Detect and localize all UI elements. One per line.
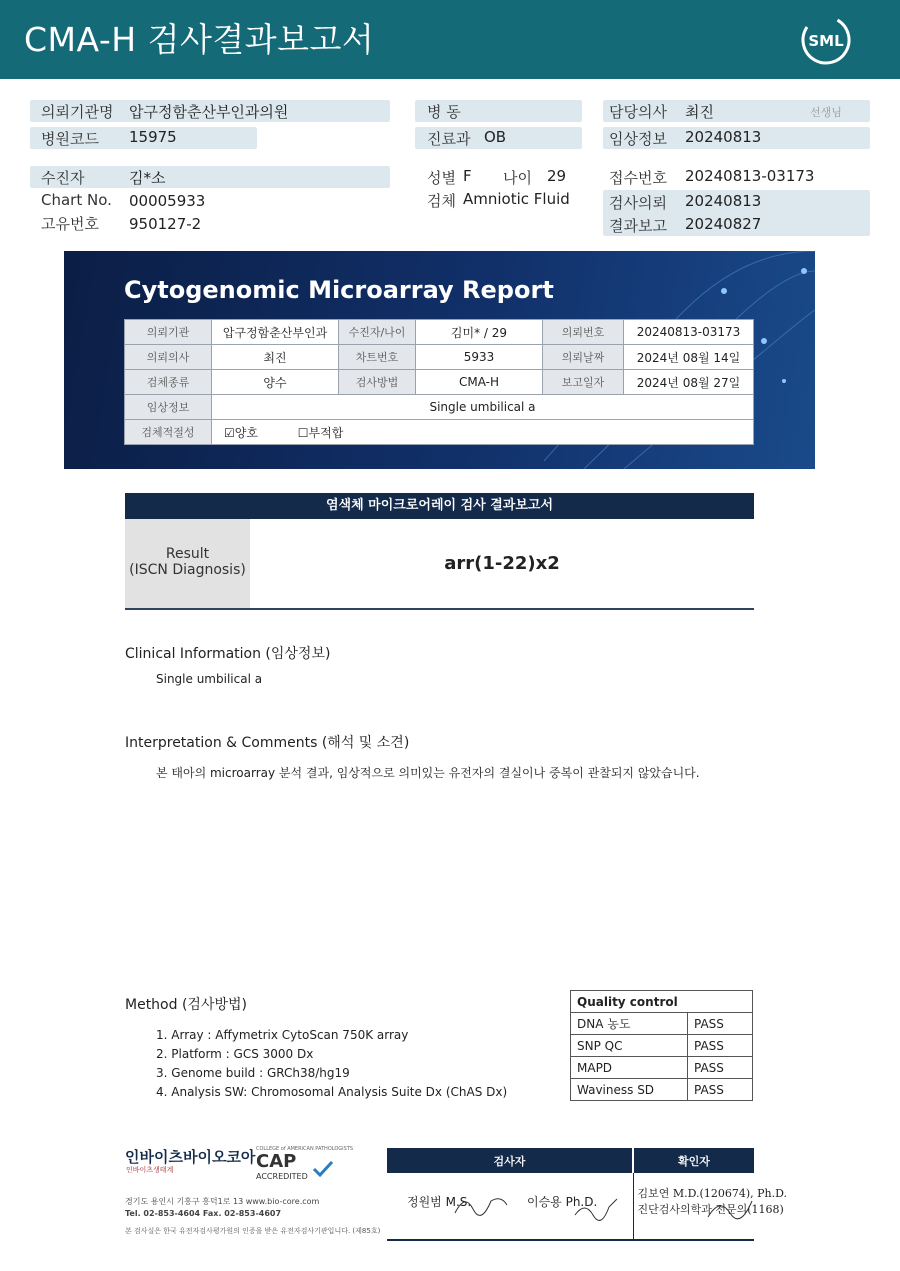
table-cell: SNP QC (571, 1035, 688, 1057)
confirmer-line2: 진단검사의학과 전문의(1168) (637, 1203, 784, 1216)
table-cell: 김미* / 29 (416, 320, 543, 345)
table-cell: 최진 (212, 345, 339, 370)
result-header: 염색체 마이크로어레이 검사 결과보고서 (125, 493, 754, 519)
banner-title: Cytogenomic Microarray Report (124, 276, 554, 304)
ward-label: 병 동 (427, 103, 461, 121)
examiner-cell (387, 1173, 633, 1240)
hospital-code-value: 15975 (129, 128, 177, 146)
method-item: 3. Genome build : GRCh38/hg19 (156, 1066, 350, 1080)
report-date-value: 20240827 (685, 215, 762, 233)
institution-label: 의뢰기관명 (41, 103, 114, 121)
clinical-info-value: 20240813 (685, 128, 762, 146)
result-label-line2: (ISCN Diagnosis) (129, 562, 246, 578)
company-address: 경기도 용인시 기흥구 흥덕1로 13 www.bio-core.com (125, 1197, 320, 1206)
examiner-2: 이승용 Ph.D. (527, 1195, 598, 1209)
clinical-heading: Clinical Information (임상정보) (125, 646, 331, 662)
company-sub: 인바이츠생태계 (126, 1166, 174, 1174)
adequacy-value-cell (212, 420, 754, 445)
table-cell: MAPD (571, 1057, 688, 1079)
table-cell: 양수 (212, 370, 339, 395)
table-cell: 2024년 08월 27일 (624, 370, 754, 395)
age-label: 나이 (503, 169, 532, 187)
table-cell: 의뢰날짜 (543, 345, 624, 370)
clinical-info-cell: 임상정보 (125, 395, 212, 420)
signature-2-icon (573, 1195, 623, 1225)
sex-label: 성별 (427, 169, 456, 187)
table-row (571, 1057, 753, 1079)
cap-org: COLLEGE of AMERICAN PATHOLOGISTS (256, 1146, 354, 1152)
logo-text: SML (808, 32, 844, 50)
patient-label: 수진자 (41, 169, 85, 187)
table-cell: 검사방법 (339, 370, 416, 395)
table-row (125, 345, 754, 370)
dept-value: OB (484, 128, 507, 146)
hospital-code-label: 병원코드 (41, 130, 99, 148)
table-cell: PASS (688, 1035, 753, 1057)
table-cell: 보고일자 (543, 370, 624, 395)
request-info-table (124, 319, 754, 445)
report-title: CMA-H 검사결과보고서 (24, 20, 375, 59)
certification-note: 본 검사실은 한국 유전자검사평가원의 인증을 받은 유전자검사기관입니다. (제85호) (125, 1227, 381, 1235)
table-cell: Waviness SD (571, 1079, 688, 1101)
table-cell: PASS (688, 1013, 753, 1035)
table-row (571, 1035, 753, 1057)
age-value: 29 (547, 167, 567, 185)
result-label (125, 519, 250, 608)
request-date-value: 20240813 (685, 192, 762, 210)
table-cell: PASS (688, 1057, 753, 1079)
receipt-no-value: 20240813-03173 (685, 167, 815, 185)
chart-no-value: 00005933 (129, 192, 206, 210)
sex-value: F (463, 167, 472, 185)
examiner-1: 정원범 M.S. (407, 1195, 472, 1209)
interpretation-heading: Interpretation & Comments (해석 및 소견) (125, 735, 410, 751)
quality-control-table (570, 990, 753, 1101)
dept-label: 진료과 (427, 130, 471, 148)
interpretation-text: 본 태아의 microarray 분석 결과, 임상적으로 의미있는 유전자의 결실이나 중복이 관찰되지 않았습니다. (156, 766, 700, 780)
table-cell: 의뢰기관 (125, 320, 212, 345)
clinical-text: Single umbilical a (156, 672, 263, 686)
table-cell: PASS (688, 1079, 753, 1101)
table-row (125, 370, 754, 395)
table-row (571, 991, 753, 1013)
sml-logo (800, 14, 852, 66)
result-value: arr(1-22)x2 (444, 553, 560, 574)
adequacy-bad: 부적합 (308, 425, 344, 440)
table-cell: 의뢰번호 (543, 320, 624, 345)
adequacy-cell: 검체적절성 (125, 420, 212, 445)
table-cell: 검체종류 (125, 370, 212, 395)
examiner-header: 검사자 (387, 1148, 633, 1173)
clinical-info-label: 임상정보 (609, 130, 667, 148)
table-cell: 압구정함춘산부인과 (212, 320, 339, 345)
unique-no-label: 고유번호 (41, 215, 99, 233)
table-cell: 5933 (416, 345, 543, 370)
table-cell: CMA-H (416, 370, 543, 395)
company-name: 인바이츠바이오코아 (125, 1148, 256, 1166)
table-row (571, 1013, 753, 1035)
table-cell: 차트번호 (339, 345, 416, 370)
unchecked-box-icon: ☐ (297, 425, 309, 440)
chart-no-label: Chart No. (41, 191, 112, 209)
confirmer-header: 확인자 (633, 1148, 754, 1173)
institution-value: 압구정함춘산부인과의원 (129, 103, 289, 121)
table-cell: DNA 농도 (571, 1013, 688, 1035)
qc-title: Quality control (571, 991, 753, 1013)
confirmer-cell (633, 1173, 788, 1240)
company-tel: Tel. 02-853-4604 Fax. 02-853-4607 (125, 1209, 282, 1218)
signature-3-icon (704, 1193, 764, 1223)
table-cell: 20240813-03173 (624, 320, 754, 345)
method-item: 2. Platform : GCS 3000 Dx (156, 1047, 314, 1061)
signature-table (387, 1148, 788, 1241)
table-row (571, 1079, 753, 1101)
clinical-info-value-cell: Single umbilical a (212, 395, 754, 420)
table-row (125, 320, 754, 345)
table-cell: 의뢰의사 (125, 345, 212, 370)
table-row (125, 395, 754, 420)
table-row (125, 420, 754, 445)
receipt-no-label: 접수번호 (609, 169, 667, 187)
signature-1-icon (451, 1191, 511, 1219)
cap-text: CAP (256, 1151, 297, 1172)
confirmer-line1: 김보연 M.D.(120674), Ph.D. (637, 1187, 788, 1200)
table-cell: 수진자/나이 (339, 320, 416, 345)
checked-box-icon: ☑ (224, 425, 235, 440)
method-heading: Method (검사방법) (125, 997, 247, 1013)
specimen-value: Amniotic Fluid (463, 190, 570, 208)
doctor-suffix: 선생님 (810, 106, 842, 119)
report-date-label: 결과보고 (609, 217, 667, 235)
doctor-label: 담당의사 (609, 103, 667, 121)
check-icon (312, 1160, 334, 1178)
unique-no-value: 950127-2 (129, 215, 202, 233)
cap-accredited: ACCREDITED (256, 1172, 308, 1181)
method-item: 1. Array : Affymetrix CytoScan 750K array (156, 1028, 409, 1042)
cap-logo (256, 1146, 354, 1190)
result-label-line1: Result (165, 546, 210, 562)
table-cell: 2024년 08월 14일 (624, 345, 754, 370)
request-date-label: 검사의뢰 (609, 194, 667, 212)
adequacy-ok: 양호 (234, 425, 258, 440)
specimen-label: 검체 (427, 192, 456, 210)
patient-value: 김*소 (129, 169, 166, 187)
method-item: 4. Analysis SW: Chromosomal Analysis Suite Dx (ChAS Dx) (156, 1085, 508, 1099)
doctor-value: 최진 (685, 103, 714, 121)
